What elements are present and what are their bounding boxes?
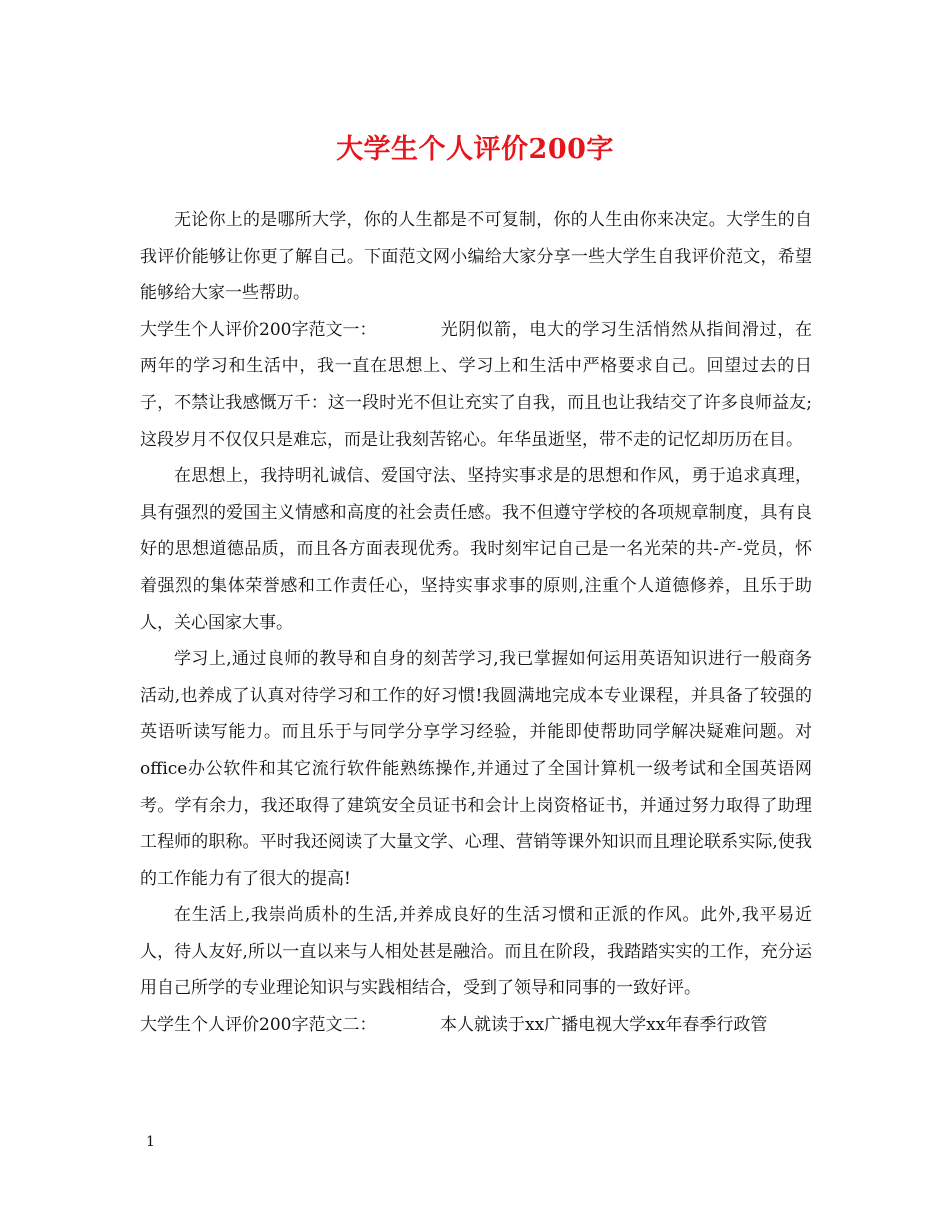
sample-two-text: 本人就读于xx广播电视大学xx年春季行政管 bbox=[440, 1015, 768, 1036]
sample-two-paragraph bbox=[140, 1007, 812, 1044]
study-paragraph: 学习上,通过良师的教导和自身的刻苦学习,我已掌握如何运用英语知识进行一般商务活动,也养成了认真对待学习和工作的好习惯!我圆满地完成本专业课程，并具备了较强的英语听读写能力。而且乐于与同学分享学习经验，并能即使帮助同学解决疑难问题。对office办公软件和其它流行软件能熟练操作,并通过了全国计算机一级考试和全国英语网考。学有余力，我还取得了建筑安全员证书和会计上岗资格证书，并通过努力取得了助理工程师的职称。平时我还阅读了大量文学、心理、营销等课外知识而且理论联系实际,使我的工作能力有了很大的提高! bbox=[140, 649, 812, 889]
sample-one-paragraph bbox=[140, 312, 812, 458]
document-title: 大学生个人评价200字 bbox=[336, 134, 614, 165]
thought-paragraph: 在思想上，我持明礼诚信、爱国守法、坚持实事求是的思想和作风，勇于追求真理，具有强烈的爱国主义情感和高度的社会责任感。我不但遵守学校的各项规章制度，具有良好的思想道德品质，而且各方面表现优秀。我时刻牢记自己是一名光荣的共-产-党员，怀着强烈的集体荣誉感和工作责任心，坚持实事求事的原则,注重个人道德修养，且乐于助人，关心国家大事。 bbox=[140, 466, 812, 633]
sample-one-label: 大学生个人评价200字范文一： bbox=[140, 319, 377, 340]
sample-one-text: 光阴似箭，电大的学习生活悄然从指间滑过，在两年的学习和生活中，我一直在思想上、学习上和生活中严格要求自己。回望过去的日子，不禁让我感慨万千：这一段时光不但让充实了自我，而且也让我结交了许多良师益友;这段岁月不仅仅只是难忘，而是让我刻苦铭心。年华虽逝坚，带不走的记忆却历历在目。 bbox=[140, 319, 812, 450]
page-number: 1 bbox=[146, 1134, 155, 1150]
document-body bbox=[140, 202, 812, 1044]
intro-paragraph: 无论你上的是哪所大学，你的人生都是不可复制，你的人生由你来决定。大学生的自我评价能够让你更了解自己。下面范文网小编给大家分享一些大学生自我评价范文，希望能够给大家一些帮助。 bbox=[140, 210, 812, 304]
sample-two-label: 大学生个人评价200字范文二： bbox=[140, 1015, 377, 1036]
life-paragraph: 在生活上,我崇尚质朴的生活,并养成良好的生活习惯和正派的作风。此外,我平易近人，待人友好,所以一直以来与人相处甚是融洽。而且在阶段，我踏踏实实的工作，充分运用自己所学的专业理论知识与实践相结合，受到了领导和同事的一致好评。 bbox=[140, 905, 812, 999]
